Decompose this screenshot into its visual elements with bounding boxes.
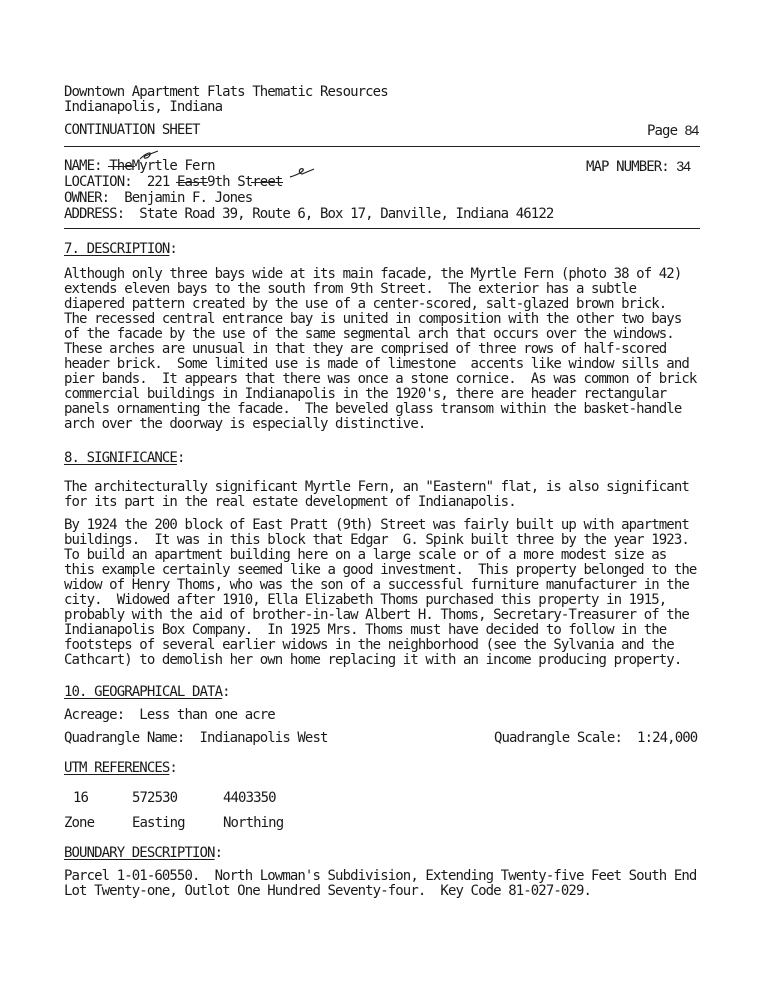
description-line: of the facade by the use of the same segmental arch that occurs over the windows.: [64, 326, 674, 342]
description-line: extends eleven bays to the south from 9th Street. The exterior has a subtle: [64, 281, 637, 297]
owner-line: [64, 190, 252, 206]
description-line: These arches are unusual in that they are comprised of three rows of half-scored: [64, 341, 667, 357]
address-label: ADDRESS:: [64, 206, 125, 222]
significance-line: widow of Henry Thoms, who was the son of a successful furniture manufacturer in the: [64, 577, 689, 593]
significance-line: Indianapolis Box Company. In 1925 Mrs. Thoms must have decided to follow in the: [64, 622, 667, 638]
description-line: panels ornamenting the facade. The beveled glass transom within the basket-handle: [64, 401, 682, 417]
utm-zone-label: Zone: [64, 815, 95, 831]
geo-heading: 10. GEOGRAPHICAL DATA:: [64, 684, 230, 700]
location-label: LOCATION:: [64, 174, 132, 190]
description-line: The recessed central entrance bay is united in composition with the other two bays: [64, 311, 682, 327]
handwritten-e-mark-2: [287, 166, 317, 180]
significance-line: footsteps of several earlier widows in the neighborhood (see the Sylvania and the: [64, 637, 674, 653]
header-title: Downtown Apartment Flats Thematic Resources: [64, 84, 388, 100]
description-line: commercial buildings in Indianapolis in the 1920's, there are header rectangular: [64, 386, 667, 402]
name-struck-word: The: [109, 158, 132, 174]
location-struck-word: East: [176, 174, 208, 190]
description-line: arch over the doorway is especially distinctive.: [64, 416, 426, 432]
significance-line: buildings. It was in this block that Edgar G. Spink built three by the year 1923.: [64, 532, 689, 548]
significance-heading: 8. SIGNIFICANCE:: [64, 450, 185, 466]
description-line: diapered pattern created by the use of a center-scored, salt-glazed brown brick.: [64, 296, 667, 312]
acreage: Acreage: Less than one acre: [64, 707, 275, 723]
description-line: pier bands. It appears that there was once a stone cornice. As was common of brick: [64, 371, 697, 387]
significance-line: this example certainly seemed like a good investment. This property belonged to the: [64, 562, 697, 578]
boundary-line: Parcel 1-01-60550. North Lowman's Subdivision, Extending Twenty-five Feet South End: [64, 868, 697, 884]
significance-line: To build an apartment building here on a large scale or of a more modest size as: [64, 547, 667, 563]
location-struck-suffix: reet: [252, 174, 283, 190]
strike-line: [251, 182, 283, 183]
utm-northing-label: Northing: [223, 815, 284, 831]
boundary-heading: BOUNDARY DESCRIPTION:: [64, 845, 223, 861]
address-value: State Road 39, Route 6, Box 17, Danville, Indiana 46122: [139, 206, 554, 222]
significance-line: probably with the aid of brother-in-law Albert H. Thoms, Secretary-Treasurer of the: [64, 607, 689, 623]
owner-label: OWNER:: [64, 190, 110, 206]
name-label: NAME:: [64, 158, 102, 174]
rule-top: [64, 146, 700, 147]
page-label: Page: [647, 123, 678, 139]
utm-northing-value: 4403350: [223, 790, 276, 806]
utm-easting-label: Easting: [132, 815, 185, 831]
significance-line: city. Widowed after 1910, Ella Elizabeth Thoms purchased this property in 1915,: [64, 592, 667, 608]
page-value: 84: [684, 122, 699, 138]
owner-value: Benjamin F. Jones: [124, 190, 253, 206]
significance-line: The architecturally significant Myrtle Fern, an "Eastern" flat, is also significant: [64, 479, 689, 495]
map-label: MAP NUMBER:: [586, 159, 669, 175]
utm-zone-value: 16: [73, 790, 89, 806]
header-location: Indianapolis, Indiana: [64, 99, 223, 115]
strike-line: [108, 166, 135, 167]
utm-heading: UTM REFERENCES:: [64, 760, 177, 776]
handwritten-e-mark: [136, 149, 162, 163]
name-line: NAME: The Myrtle Fern: [64, 158, 215, 174]
description-line: header brick. Some limited use is made of limestone accents like window sills and: [64, 356, 689, 372]
utm-easting-value: 572530: [132, 790, 178, 806]
boundary-line: Lot Twenty-one, Outlot One Hundred Seventy-four. Key Code 81-027-029.: [64, 883, 592, 899]
significance-line: for its part in the real estate development of Indianapolis.: [64, 494, 516, 510]
location-line: LOCATION: 221 East 9th Street: [64, 174, 283, 190]
description-heading: 7. DESCRIPTION:: [64, 241, 177, 257]
description-line: Although only three bays wide at its main facade, the Myrtle Fern (photo 38 of 42): [64, 266, 682, 282]
strike-line: [176, 182, 208, 183]
map-value: 34: [676, 158, 691, 174]
continuation-sheet-label: CONTINUATION SHEET: [64, 122, 200, 138]
quadrangle-scale: Quadrangle Scale: 1:24,000: [494, 730, 698, 746]
page-number: [647, 122, 698, 139]
map-number: [586, 158, 690, 175]
significance-line: Cathcart) to demolish her own home replacing it with an income producing property.: [64, 652, 682, 668]
rule-record: [64, 228, 700, 229]
quadrangle-name: Quadrangle Name: Indianapolis West: [64, 730, 328, 746]
address-line: [64, 206, 553, 222]
significance-line: By 1924 the 200 block of East Pratt (9th) Street was fairly built up with apartment: [64, 517, 689, 533]
